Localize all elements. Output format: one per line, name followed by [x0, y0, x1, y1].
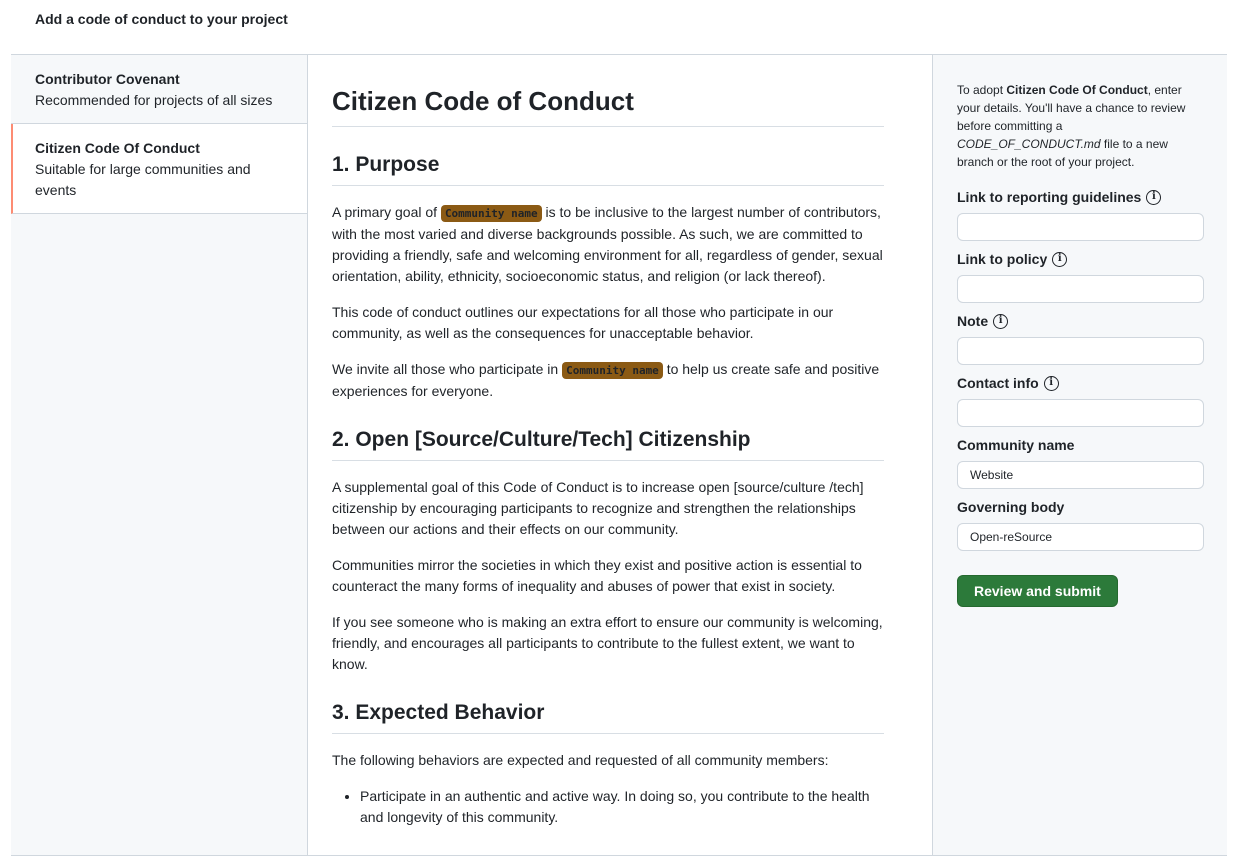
field-contact-info — [957, 373, 1204, 427]
link-to-reporting-guidelines-input[interactable] — [957, 213, 1204, 241]
link-to-policy-input[interactable] — [957, 275, 1204, 303]
field-link-to-policy — [957, 249, 1204, 303]
paragraph: A primary goal of Community name is to be inclusive to the largest number of contributors, with the most varied and diverse backgrounds possible. As such, we are committed to providing a friendly, safe and welcoming environment for all, regardless of gender, sexual orientation, ability, ethnicity, socioeconomic status, and religion (or lack thereof). — [332, 204, 883, 284]
field-link-to-reporting-guidelines — [957, 187, 1204, 241]
template-citizen-code[interactable] — [11, 124, 307, 214]
section-heading: 1. Purpose — [332, 151, 884, 186]
field-governing-body — [957, 497, 1204, 551]
page-title: Add a code of conduct to your project — [35, 11, 288, 27]
paragraph: Communities mirror the societies in which they exist and positive action is essential to counteract the many forms of inequality and abuses of power that exist in society. — [332, 557, 862, 594]
paragraph: This code of conduct outlines our expectations for all those who participate in our community, as well as the consequences for unacceptable behavior. — [332, 304, 834, 341]
section-heading: 3. Expected Behavior — [332, 699, 884, 734]
review-and-submit-button[interactable]: Review and submit — [957, 575, 1118, 607]
governing-body-value: Open-reSource — [970, 530, 1053, 544]
community-name-token: Community name — [441, 205, 542, 222]
template-list — [11, 55, 308, 855]
details-form — [932, 55, 1227, 855]
community-name-token: Community name — [562, 362, 663, 379]
info-icon[interactable]: i — [1052, 252, 1067, 267]
code-of-conduct-chooser — [11, 54, 1227, 856]
document-preview — [308, 55, 932, 855]
field-label: Community name — [957, 437, 1075, 453]
paragraph: A supplemental goal of this Code of Conduct is to increase open [source/culture /tech] citizenship by encouraging participants to recognize and strengthen the relationships between our actions and their effects on our community. — [332, 479, 864, 537]
list-item: • Participate in an authentic and active way. In doing so, you contribute to the health and longevity of this community. — [360, 786, 884, 828]
field-note — [957, 311, 1204, 365]
note-input[interactable] — [957, 337, 1204, 365]
info-icon[interactable]: i — [993, 314, 1008, 329]
paragraph: If you see someone who is making an extra effort to ensure our community is welcoming, friendly, and encourages all participants to contribute to the fullest extent, we want to know. — [332, 614, 883, 672]
doc-title: Citizen Code of Conduct — [332, 84, 884, 127]
paragraph: The following behaviors are expected and requested of all community members: — [332, 752, 829, 768]
community-name-value: Website — [970, 468, 1014, 482]
governing-body-input[interactable] — [957, 523, 1204, 551]
field-label: Note i — [957, 311, 1204, 332]
form-intro: To adopt Citizen Code Of Conduct, enter your details. You'll have a chance to review before committing a CODE_OF_CONDUCT.md file to a new branch or the root of your project. — [957, 83, 1186, 169]
section-heading: 2. Open [Source/Culture/Tech] Citizenship — [332, 426, 884, 461]
paragraph: We invite all those who participate in Community name to help us create safe and positive experiences for everyone. — [332, 361, 880, 399]
template-contributor-covenant[interactable] — [11, 55, 307, 124]
template-title: Citizen Code Of Conduct — [35, 140, 200, 156]
field-label: Contact info i — [957, 373, 1204, 394]
community-name-input[interactable] — [957, 461, 1204, 489]
contact-info-input[interactable] — [957, 399, 1204, 427]
field-community-name — [957, 435, 1204, 489]
info-icon[interactable]: i — [1146, 190, 1161, 205]
field-label: Governing body — [957, 499, 1065, 515]
field-label: Link to policy i — [957, 249, 1204, 270]
template-desc: Suitable for large communities and events — [35, 161, 251, 198]
info-icon[interactable]: i — [1044, 376, 1059, 391]
template-title: Contributor Covenant — [35, 71, 180, 87]
bullet-list — [332, 786, 884, 828]
template-desc: Recommended for projects of all sizes — [35, 92, 273, 108]
field-label: Link to reporting guidelines i — [957, 187, 1204, 208]
